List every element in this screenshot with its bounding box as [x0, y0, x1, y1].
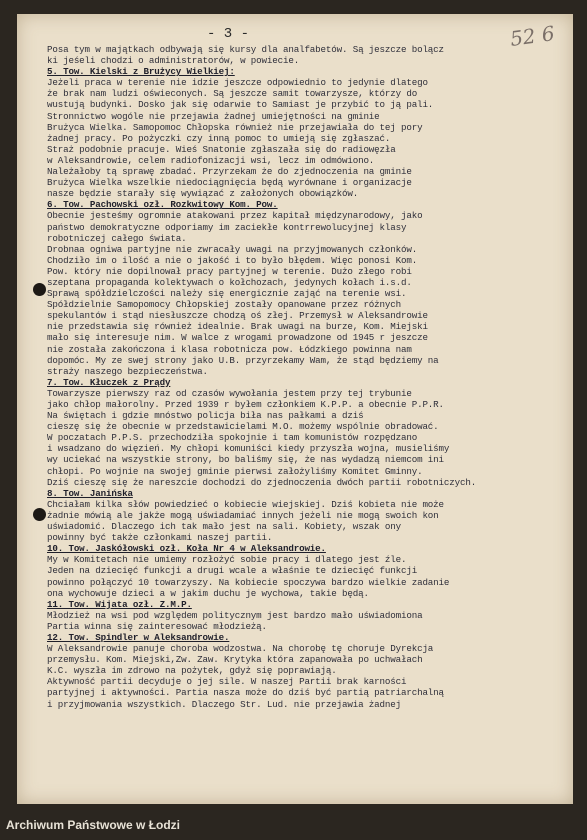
text-line: Posa tym w majątkach odbywają się kursy dla analfabetów. Są jeszcze bolącz: [47, 44, 444, 55]
text-line: K.C. wyszła im zdrowo na pożytek, gdyż się poprawiają.: [47, 665, 337, 677]
text-line: Brużyca Wielka wszelkie niedociągnięcia będą wyrównane i organizacje: [47, 177, 412, 189]
section-heading: 7. Tow. Kłuczek z Prądy: [47, 376, 171, 388]
text-line: My w Komitetach nie umiemy rozłożyć sobie pracy i dlatego jest źle.: [47, 554, 407, 566]
text-line: Aktywność partii decyduje o jej sile. W naszej Partii brak karności: [47, 676, 407, 688]
text-line: w Aleksandrowie, celem radiofonizacji wsi, lecz im odmówiono.: [47, 154, 375, 166]
text-line: Na świętach i gdzie mnóstwo policja biła nas pałkami a dziś: [47, 410, 364, 422]
text-line: Straż podobnie pracuje. Wieś Snatonie zgłaszała się do radiowęzła: [47, 143, 396, 155]
text-line: nie przedstawia się również idealnie. Brak uwagi na burze, Kom. Miejski: [47, 321, 428, 333]
handwritten-mark: 52 6: [509, 21, 557, 51]
text-line: powinno połączyć 10 towarzyszy. Na kobiecie spoczywa bardzo wielkie zadanie: [47, 576, 450, 588]
text-line: W poczatach P.P.S. przechodziła spokojnie i tam komunistów rozpędzano: [47, 432, 418, 444]
text-line: partyjnej i aktywności. Partia nasza może do dziś być partią patriarchalną: [47, 687, 444, 699]
text-line: szeptana propaganda kolektywach o kołchozach, jedynych kołach i.s.d.: [47, 276, 412, 288]
section-heading: 5. Tow. Kielski z Brużycy Wielkiej:: [47, 66, 235, 78]
text-line: Spółdzielnie Samopomocy Chłopskiej zostały opanowane przez różnych: [47, 299, 401, 311]
text-line: wy uciekać na wszystkie strony, bo baliśmy się, że nas wydadzą niemcom ini: [47, 454, 444, 466]
text-line: Chodziło im o ilość a nie o jakość i to było błędem. Więc ponosi Kom.: [47, 254, 418, 266]
text-line: i wsadzano do więzień. My chłopi komuniści kiedy przyszła wojna, musieliśmy: [47, 443, 450, 455]
text-line: robotniczej całego świata.: [47, 232, 187, 244]
text-line: przemysłu. Kom. Miejski,Zw. Zaw. Krytyka która zapanowała po uchwałach: [47, 654, 423, 666]
text-line: żadnie mówią ale jakże mogą uświadamiać innych jeżeli nie mogą swoich kon: [47, 509, 439, 521]
section-heading: 6. Tow. Pachowski ozł. Rozkwitowy Kom. Pow.: [47, 199, 278, 211]
text-line: żadnej pracy. Po pożyczki czy inną pomoc to umieją się zgłaszać.: [47, 132, 391, 144]
text-line: Sprawą spółdzielczości należy się energicznie zająć na terenie wsi.: [47, 288, 407, 300]
text-line: Należałoby tą sprawę zbadać. Przyrzekam że do zjednoczenia na gminie: [47, 166, 412, 178]
section-heading: 11. Tow. Wijata ozł. Z.M.P.: [47, 598, 192, 610]
text-line: Brużyca Wielka. Samopomoc Chłopska również nie przejawiała do tej pory: [47, 121, 423, 133]
text-line: powinny być także członkami naszej partii.: [47, 532, 273, 544]
text-line: i przyjmowania wszystkich. Dlaczego Str. Lud. nie przejawia żadnej: [47, 698, 401, 710]
text-line: straży naszego bezpieczeństwa.: [47, 365, 208, 377]
section-heading: 12. Tow. Spindler w Aleksandrowie.: [47, 631, 230, 643]
text-line: że brak nam ludzi oświeconych. Są jeszcze samit towarzysze, którzy do: [47, 88, 418, 100]
document-page: [17, 14, 573, 804]
punch-hole: [33, 508, 46, 521]
text-line: Młodzież na wsi pod względem politycznym jest bardzo mało uświadomiona: [47, 609, 423, 621]
text-line: ona wychowuje dzieci a w jakim duchu je wychowa, takie będą.: [47, 587, 369, 599]
text-line: państwo demokratyczne odporiamy im zaciekłe kontrrewolucyjnej klasy: [47, 221, 407, 233]
text-line: mało się interesuje nim. W walce z wrogami prowadzone od 1945 r jeszcze: [47, 332, 428, 344]
text-line: W Aleksandrowie panuje choroba wodzostwa. Na chorobę tę choruje Dyrekcja: [47, 643, 434, 655]
text-line: Dziś cieszę się że nareszcie dochodzi do zjednoczenia dwóch partii robotniczych.: [47, 476, 477, 488]
section-heading: 10. Tow. Jaskółowski ozł. Koła Nr 4 w Aleksandrowie.: [47, 543, 326, 555]
typed-text-body: [47, 44, 567, 710]
text-line: wustują budynki. Dosko jak się odarwie to Samiast je przybić to ją pali.: [47, 99, 434, 111]
page-number: - 3 -: [207, 26, 250, 42]
text-line: Drobnaa ogniwa partyjne nie zwracały uwagi na przyjmowanych członków.: [47, 243, 418, 255]
text-line: nasze będzie starały się wywiązać z założonych obowiązków.: [47, 188, 359, 200]
text-line: uświadomić. Dlaczego ich tak mało jest na sali. Kobiety, wszak ony: [47, 521, 401, 533]
text-line: chłopi. Po wojnie na swojej gminie pierwsi założyliśmy Komitet Gminny.: [47, 465, 423, 477]
text-line: Obecnie jesteśmy ogromnie atakowani przez kapitał międzynarodowy, jako: [47, 210, 423, 222]
text-line: cieszę się że obecnie w przedstawicielami M.O. możemy wspólnie obradować.: [47, 421, 439, 433]
text-line: spekulantów i stąd niesłuszcze chodzą oś złej. Przemysł w Aleksandrowie: [47, 310, 428, 322]
text-line: Jeden na dziecięć funkcji a drugi wcale a właśnie te dziecięć funkcji: [47, 565, 418, 577]
text-line: Jeżeli praca w terenie nie idzie jeszcze odpowiednio to jedynie dlatego: [47, 77, 428, 89]
text-line: Chciałam kilka słów powiedzieć o kobiecie wiejskiej. Dziś kobieta nie może: [47, 498, 444, 510]
text-line: Pow. który nie dopilnował pracy partyjnej w terenie. Dużo złego robi: [47, 265, 412, 277]
text-line: Towarzysze pierwszy raz od czasów wywołania jestem przy tej trybunie: [47, 387, 412, 399]
text-line: Stronnictwo wogóle nie przejawia żadnej umiejętności na gminie: [47, 110, 380, 122]
punch-hole: [33, 283, 46, 296]
text-line: ki jeśeli chodzi o administratorów, w powiecie.: [47, 55, 300, 67]
archive-footer: Archiwum Państwowe w Łodzi: [6, 818, 181, 832]
text-line: nie została zakończona i klasa robotnicza pow. Łódzkiego powinna nam: [47, 343, 412, 355]
text-line: dopomóc. My ze swej strony jako U.B. przyrzekamy Wam, że stąd będziemy na: [47, 354, 439, 366]
section-heading: 8. Tow. Janińska: [47, 487, 133, 499]
text-line: jako chłop małorolny. Przed 1939 r byłem członkiem K.P.P. a obecnie P.P.R.: [47, 399, 444, 410]
text-line: Partia winna się zainteresować młodzieżą.: [47, 620, 267, 632]
